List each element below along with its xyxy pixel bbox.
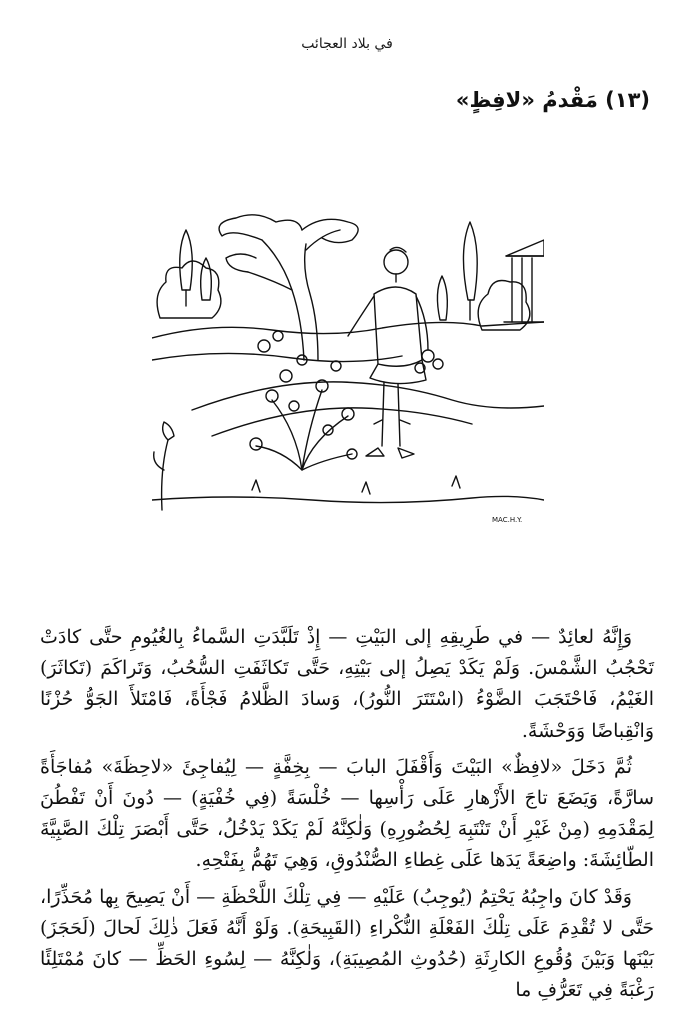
illustration-boy-roses-garden: [152, 210, 544, 528]
cypress-tree-right-small: [437, 276, 447, 320]
artist-signature: MAC.H.Y.: [492, 516, 523, 524]
paragraph: وَإِنَّهُ لعائِدٌ — في طَرِيقِهِ إلى البَيْتِ — إِذْ تَلَبَّدَتِ السَّماءُ بِالغُيُومِ حتَّى كادَتْ تَحْجُبُ الشَّمْسَ. وَلَمْ يَكَدْ يَصِلُ إلى بَيْتِهِ، حَتَّى تَكاثَفَتِ السُّحُبُ، وَتَراكَمَ (تَكاثَرَ) الغَيْمُ، فَاحْتَجَبَ الضَّوْءُ (اسْتَتَرَ النُّورُ)، وَسادَ الظَّلامُ فَجْأَةً، فَامْتَلأَ الجَوُّ حُزْنًا وَانْقِباضًا وَوَحْشَةً.: [40, 626, 654, 742]
cypress-tree-right: [463, 222, 477, 320]
boy-figure: [348, 247, 443, 458]
running-header: في بلاد العجائب: [301, 36, 393, 52]
large-tree: [219, 215, 358, 360]
hill-line: [152, 353, 402, 361]
grass: [152, 496, 544, 502]
path-curve: [192, 382, 544, 410]
paragraph: وَقَدْ كانَ واجِبُهُ يَحْتِمُ (يُوجِبُ) عَلَيْهِ — فِي تِلْكَ اللَّحْظَةِ — أَنْ يَصِيحَ بِها مُحَذِّرًا، حَتَّى لا تُقْدِمَ عَلَى تِلْكَ الفَعْلَةِ النُّكْراءِ (القَبِيحَةِ). وَلَوْ أَنَّهُ فَعَلَ ذٰلِكَ لَحالَ (لَحَجَزَ) بَيْنَها وَبَيْنَ وُقُوعِ الكارِثَةِ (حُدُوثِ المُصِيبَةِ)، وَلٰكِنَّهُ — لِسُوءِ الحَظِّ — كانَ مُمْتَلِئًا رَغْبَةً فِي تَعَرُّفِ ما: [40, 885, 654, 1002]
chapter-title: (١٣) مَقْدمُ «لافِظٍ»: [455, 88, 650, 112]
body-text: [40, 622, 654, 1011]
paragraph: ثُمَّ دَخَلَ «لافِظٌ» البَيْتَ وَأَقْفَلَ البابَ — بِخِفَّةٍ — لِيُفاجِئَ «لاحِظَةَ» مُفاجَأَةً سارَّةً، وَيَضَعَ تاجَ الأَزْهارِ عَلَى رَأْسِها — خُلْسَةً (فِي خُفْيَةٍ) — دُونَ أَنْ تَفْطُنَ لِمَقْدَمِهِ (مِنْ غَيْرِ أَنْ تَنْتَبِهَ لِحُضُورِهِ) وَلٰكِنَّهُ لَمْ يَكَدْ يَدْخُلُ، حَتَّى أَبْصَرَ تِلْكَ الصَّبِيَّةَ الطّائِشَةَ: واضِعَةً يَدَها عَلَى غِطاءِ الصُّنْدُوقِ، وَهِيَ تَهُمُّ بِفَتْحِهِ.: [40, 755, 654, 872]
lily-plant: [154, 422, 174, 510]
grass: [252, 476, 460, 494]
temple-building: [504, 240, 544, 322]
